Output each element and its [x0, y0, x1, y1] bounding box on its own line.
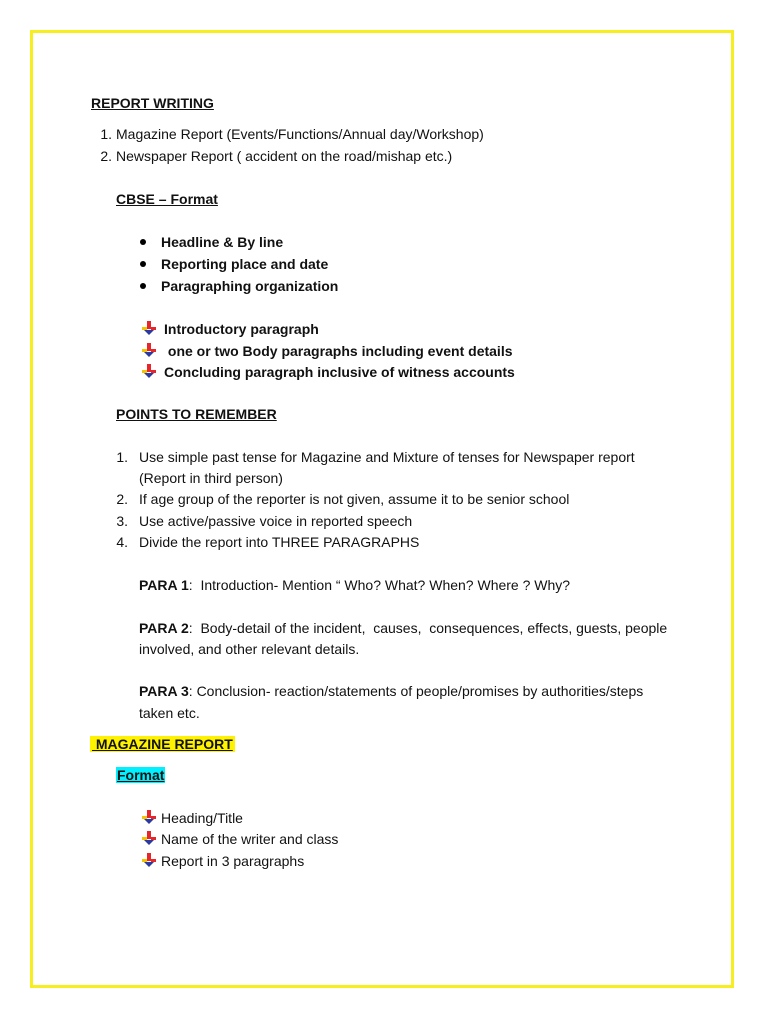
magazine-report-heading: [90, 735, 235, 753]
para-label: PARA 3: [139, 683, 189, 699]
para-text: : Conclusion- reaction/statements of people/promises by authorities/steps: [188, 683, 644, 699]
para-3-continuation: taken etc.: [139, 705, 200, 721]
point-line: Use active/passive voice in reported speech: [139, 513, 413, 529]
list-number: 1.: [116, 449, 128, 465]
point-line: Divide the report into THREE PARAGRAPHS: [139, 534, 420, 550]
magazine-format-item: Heading/Title: [161, 810, 243, 826]
arrow-bullet-icon: [141, 852, 157, 868]
magazine-format-heading: [116, 766, 165, 784]
list-number: 4.: [116, 534, 128, 550]
arrow-bullet-icon: [141, 342, 157, 358]
point-line: Use simple past tense for Magazine and Mixture of tenses for Newspaper report: [139, 449, 635, 465]
magazine-format-item: Name of the writer and class: [161, 831, 339, 847]
format-bullet-item: Reporting place and date: [161, 256, 329, 272]
para-2-continuation: involved, and other relevant details.: [139, 641, 360, 657]
page-border: [30, 30, 734, 988]
list-number: 3.: [116, 513, 128, 529]
list-number: 1.: [100, 126, 112, 142]
para-text: : Introduction- Mention “ Who? What? When? Where ? Why?: [188, 577, 571, 593]
organization-item: one or two Body paragraphs including event details: [164, 343, 513, 359]
organization-item: Introductory paragraph: [164, 321, 319, 337]
list-number: 2.: [116, 491, 128, 507]
points-heading: POINTS TO REMEMBER: [116, 406, 277, 422]
magazine-format-item: Report in 3 paragraphs: [161, 853, 305, 869]
arrow-bullet-icon: [141, 830, 157, 846]
arrow-bullet-icon: [141, 320, 157, 336]
bullet-icon: [140, 283, 146, 289]
point-line: (Report in third person): [139, 470, 283, 486]
cbse-format-heading: CBSE – Format: [116, 191, 218, 207]
para-2-line: [139, 619, 667, 637]
organization-item: Concluding paragraph inclusive of witness accounts: [164, 364, 515, 380]
point-line: If age group of the reporter is not given, assume it to be senior school: [139, 491, 570, 507]
arrow-bullet-icon: [141, 809, 157, 825]
format-bullet-item: Paragraphing organization: [161, 278, 339, 294]
list-item: Newspaper Report ( accident on the road/mishap etc.): [116, 148, 453, 164]
para-label: PARA 1: [139, 577, 189, 593]
list-number: 2.: [100, 148, 112, 164]
magazine-report-highlight: MAGAZINE REPORT: [92, 736, 233, 752]
format-highlight: Format: [117, 767, 165, 783]
list-item: Magazine Report (Events/Functions/Annual day/Workshop): [116, 126, 484, 142]
para-3-line: [139, 682, 643, 700]
bullet-icon: [140, 261, 146, 267]
format-bullet-item: Headline & By line: [161, 234, 284, 250]
para-text: : Body-detail of the incident, causes, consequences, effects, guests, people: [188, 620, 668, 636]
arrow-bullet-icon: [141, 363, 157, 379]
para-1-line: [139, 576, 570, 594]
para-label: PARA 2: [139, 620, 189, 636]
bullet-icon: [140, 239, 146, 245]
document-title: REPORT WRITING: [91, 95, 214, 111]
